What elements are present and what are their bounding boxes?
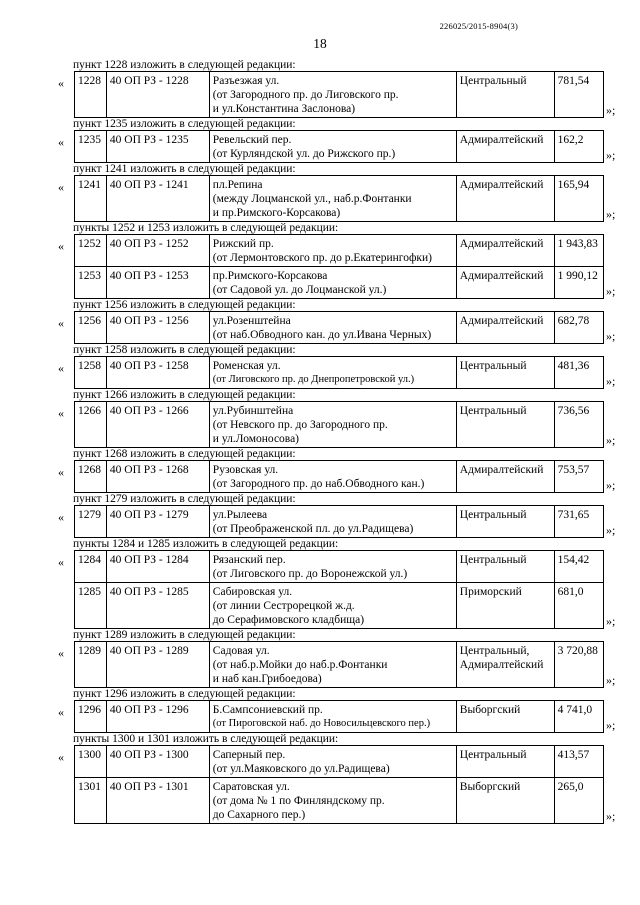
road-code: 40 ОП РЗ - 1284: [106, 551, 209, 583]
road-extent-line: (от Загородного пр. до Лиговского пр.: [212, 89, 399, 101]
amendment-table-block: [0, 234, 640, 299]
row-number: 1279: [75, 506, 107, 538]
road-extent-line: (от Садовой ул. до Лоцманской ул.): [212, 284, 387, 296]
opening-quote: «: [58, 406, 64, 420]
amendment-instruction: пункт 1289 изложить в следующей редакции:: [73, 629, 296, 641]
district-cell: [456, 778, 554, 824]
road-length: 731,65: [554, 506, 603, 538]
road-length: 753,57: [554, 461, 603, 493]
opening-quote: «: [58, 705, 64, 719]
road-length: 682,78: [554, 312, 603, 344]
amendment-instruction: пункт 1228 изложить в следующей редакции:: [73, 59, 296, 71]
amendment-table-block: [0, 356, 640, 389]
road-code: 40 ОП РЗ - 1258: [106, 357, 209, 389]
road-extent-line: (от Лиговского пр. до Днепропетровской ул.): [212, 374, 415, 385]
road-code: 40 ОП РЗ - 1253: [106, 267, 209, 299]
amendment-instruction: пункты 1284 и 1285 изложить в следующей редакции:: [73, 538, 339, 550]
road-extent-line: (от Невского пр. до Загородного пр.: [212, 419, 388, 431]
amendment-instruction: пункт 1266 изложить в следующей редакции:: [73, 389, 296, 401]
road-name: Саперный пер.: [212, 749, 286, 761]
road-name: Рязанский пер.: [212, 554, 286, 566]
road-row: [75, 402, 604, 448]
closing-quote: »;: [606, 614, 616, 628]
district-name: Адмиралтейский: [459, 464, 544, 476]
road-length: 165,94: [554, 176, 603, 222]
amendment-table-block: [0, 745, 640, 824]
road-length: 736,56: [554, 402, 603, 448]
opening-quote: «: [58, 510, 64, 524]
amendments-list: [0, 59, 640, 824]
amendment-table-block: [0, 175, 640, 222]
district-cell: [456, 267, 554, 299]
road-name: Разъезжая ул.: [212, 75, 280, 87]
road-length: 162,2: [554, 131, 603, 163]
district-cell: [456, 642, 554, 688]
row-number: 1253: [75, 267, 107, 299]
district-cell: [456, 402, 554, 448]
district-cell: [456, 235, 554, 267]
road-code: 40 ОП РЗ - 1289: [106, 642, 209, 688]
road-name-cell: [209, 402, 456, 448]
amendment-instruction: пункт 1279 изложить в следующей редакции:: [73, 493, 296, 505]
closing-quote: »;: [606, 478, 616, 492]
district-name: Центральный: [459, 360, 527, 372]
amendment-table-block: [0, 71, 640, 118]
road-row: [75, 357, 604, 389]
road-name: Рузовская ул.: [212, 464, 279, 476]
closing-quote: »;: [606, 809, 616, 823]
road-name-cell: [209, 551, 456, 583]
district-cell: [456, 357, 554, 389]
opening-quote: «: [58, 239, 64, 253]
amendment-table-block: [0, 505, 640, 538]
road-name-cell: [209, 176, 456, 222]
district-name: Адмиралтейский: [459, 315, 544, 327]
road-length: 681,0: [554, 583, 603, 629]
road-name-cell: [209, 461, 456, 493]
road-length: 265,0: [554, 778, 603, 824]
amendment-table-block: [0, 700, 640, 733]
road-row: [75, 176, 604, 222]
row-number: 1289: [75, 642, 107, 688]
amendment-instruction: пункты 1252 и 1253 изложить в следующей редакции:: [73, 222, 339, 234]
road-extent-line: (от дома № 1 по Финляндскому пр.: [212, 795, 385, 807]
road-length: 781,54: [554, 72, 603, 118]
amendment-table-block: [0, 401, 640, 448]
row-number: 1301: [75, 778, 107, 824]
row-number: 1268: [75, 461, 107, 493]
document-number: 226025/2015-8904(3): [439, 21, 518, 31]
road-row: [75, 267, 604, 299]
amendment-instruction: пункты 1300 и 1301 изложить в следующей редакции:: [73, 733, 339, 745]
road-extent-line: и ул.Константина Заслонова): [212, 103, 356, 115]
district-name: Центральный,: [459, 645, 530, 657]
row-number: 1228: [75, 72, 107, 118]
road-extent-line: (от наб.Обводного кан. до ул.Ивана Черных): [212, 329, 432, 341]
road-code: 40 ОП РЗ - 1285: [106, 583, 209, 629]
amendment-table: [74, 356, 604, 389]
road-length: 481,36: [554, 357, 603, 389]
opening-quote: «: [58, 361, 64, 375]
amendment-instruction: пункт 1241 изложить в следующей редакции:: [73, 163, 296, 175]
road-extent-line: (от наб.р.Мойки до наб.р.Фонтанки: [212, 659, 388, 671]
opening-quote: «: [58, 465, 64, 479]
road-length: 1 943,83: [554, 235, 603, 267]
road-length: 4 741,0: [554, 701, 603, 733]
road-row: [75, 778, 604, 824]
opening-quote: «: [58, 555, 64, 569]
road-name: Садовая ул.: [212, 645, 270, 657]
amendment-instruction: пункт 1268 изложить в следующей редакции:: [73, 448, 296, 460]
road-row: [75, 746, 604, 778]
road-name-cell: [209, 746, 456, 778]
road-length: 154,42: [554, 551, 603, 583]
road-code: 40 ОП РЗ - 1252: [106, 235, 209, 267]
road-name: Роменская ул.: [212, 360, 281, 372]
opening-quote: «: [58, 180, 64, 194]
road-extent-line: до Серафимовского кладбища): [212, 614, 365, 626]
district-name: Центральный: [459, 509, 527, 521]
amendment-table: [74, 505, 604, 538]
district-cell: [456, 746, 554, 778]
road-code: 40 ОП РЗ - 1279: [106, 506, 209, 538]
district-cell: [456, 312, 554, 344]
road-code: 40 ОП РЗ - 1235: [106, 131, 209, 163]
road-name-cell: [209, 267, 456, 299]
road-name-cell: [209, 506, 456, 538]
district-cell: [456, 551, 554, 583]
road-code: 40 ОП РЗ - 1296: [106, 701, 209, 733]
row-number: 1252: [75, 235, 107, 267]
road-name: Рижский пр.: [212, 238, 274, 250]
road-name-cell: [209, 357, 456, 389]
district-name: Выборгский: [459, 781, 521, 793]
road-name: ул.Рылеева: [212, 509, 268, 521]
road-name: Сабировская ул.: [212, 586, 293, 598]
road-row: [75, 131, 604, 163]
district-name: Адмиралтейский: [459, 238, 544, 250]
page-number: 18: [313, 36, 327, 51]
road-name-cell: [209, 701, 456, 733]
amendment-table-block: [0, 130, 640, 163]
road-code: 40 ОП РЗ - 1268: [106, 461, 209, 493]
district-cell: [456, 72, 554, 118]
district-cell: [456, 131, 554, 163]
district-name: Приморский: [459, 586, 522, 598]
road-row: [75, 72, 604, 118]
row-number: 1284: [75, 551, 107, 583]
amendment-table-block: [0, 311, 640, 344]
amendment-table: [74, 745, 604, 824]
district-name: Адмиралтейский: [459, 134, 544, 146]
road-extent-line: (от Лиговского пр. до Воронежской ул.): [212, 568, 408, 580]
road-row: [75, 583, 604, 629]
opening-quote: «: [58, 646, 64, 660]
road-name-cell: [209, 642, 456, 688]
closing-quote: »;: [606, 718, 616, 732]
district-name: Выборгский: [459, 704, 521, 716]
amendment-table: [74, 175, 604, 222]
road-name: Ревельский пер.: [212, 134, 292, 146]
road-extent-line: (от Загородного пр. до наб.Обводного кан.): [212, 478, 425, 490]
district-name: Адмиралтейский: [459, 179, 544, 191]
amendment-table: [74, 401, 604, 448]
road-name: пл.Репина: [212, 179, 263, 191]
amendment-instruction: пункт 1235 изложить в следующей редакции:: [73, 118, 296, 130]
road-row: [75, 461, 604, 493]
amendment-instruction: пункт 1258 изложить в следующей редакции:: [73, 344, 296, 356]
road-extent-line: (от Преображенской пл. до ул.Радищева): [212, 523, 414, 535]
closing-quote: »;: [606, 374, 616, 388]
closing-quote: »;: [606, 329, 616, 343]
closing-quote: »;: [606, 433, 616, 447]
road-row: [75, 506, 604, 538]
road-code: 40 ОП РЗ - 1300: [106, 746, 209, 778]
road-code: 40 ОП РЗ - 1228: [106, 72, 209, 118]
district-name: Адмиралтейский: [459, 659, 544, 671]
road-extent-line: (от линии Сестрорецкой ж.д.: [212, 600, 355, 612]
closing-quote: »;: [606, 103, 616, 117]
amendment-table: [74, 641, 604, 688]
road-extent-line: (от ул.Маяковского до ул.Радищева): [212, 763, 390, 775]
road-extent-line: (между Лоцманской ул., наб.р.Фонтанки: [212, 193, 412, 205]
amendment-table: [74, 130, 604, 163]
amendment-table: [74, 311, 604, 344]
road-row: [75, 642, 604, 688]
opening-quote: «: [58, 76, 64, 90]
road-name: Б.Сампсониевский пр.: [212, 704, 323, 716]
road-name: ул.Розенштейна: [212, 315, 291, 327]
opening-quote: «: [58, 750, 64, 764]
row-number: 1258: [75, 357, 107, 389]
amendment-table: [74, 550, 604, 629]
district-cell: [456, 583, 554, 629]
closing-quote: »;: [606, 148, 616, 162]
road-name: Саратовская ул.: [212, 781, 290, 793]
closing-quote: »;: [606, 673, 616, 687]
amendment-table: [74, 700, 604, 733]
road-name-cell: [209, 312, 456, 344]
road-name-cell: [209, 583, 456, 629]
row-number: 1235: [75, 131, 107, 163]
road-extent-line: (от Курляндской ул. до Рижского пр.): [212, 148, 396, 160]
road-extent-line: (от Пироговской наб. до Новосильцевского пер.): [212, 718, 431, 729]
district-name: Адмиралтейский: [459, 270, 544, 282]
road-name: ул.Рубинштейна: [212, 405, 294, 417]
road-code: 40 ОП РЗ - 1256: [106, 312, 209, 344]
road-length: 1 990,12: [554, 267, 603, 299]
row-number: 1266: [75, 402, 107, 448]
road-length: 413,57: [554, 746, 603, 778]
district-cell: [456, 506, 554, 538]
amendment-table: [74, 71, 604, 118]
district-name: Центральный: [459, 75, 527, 87]
district-name: Центральный: [459, 554, 527, 566]
road-code: 40 ОП РЗ - 1301: [106, 778, 209, 824]
closing-quote: »;: [606, 284, 616, 298]
row-number: 1285: [75, 583, 107, 629]
closing-quote: »;: [606, 207, 616, 221]
road-extent-line: (от Лермонтовского пр. до р.Екатерингофки): [212, 252, 432, 264]
road-name-cell: [209, 72, 456, 118]
road-extent-line: и ул.Ломоносова): [212, 433, 300, 445]
road-code: 40 ОП РЗ - 1266: [106, 402, 209, 448]
road-name-cell: [209, 235, 456, 267]
road-extent-line: до Сахарного пер.): [212, 809, 306, 821]
road-length: 3 720,88: [554, 642, 603, 688]
opening-quote: «: [58, 316, 64, 330]
road-code: 40 ОП РЗ - 1241: [106, 176, 209, 222]
amendment-table-block: [0, 641, 640, 688]
district-name: Центральный: [459, 749, 527, 761]
amendment-table-block: [0, 460, 640, 493]
road-row: [75, 551, 604, 583]
amendment-instruction: пункт 1256 изложить в следующей редакции:: [73, 299, 296, 311]
amendment-table-block: [0, 550, 640, 629]
road-name-cell: [209, 131, 456, 163]
district-name: Центральный: [459, 405, 527, 417]
row-number: 1241: [75, 176, 107, 222]
road-name: пр.Римского-Корсакова: [212, 270, 328, 282]
district-cell: [456, 176, 554, 222]
row-number: 1296: [75, 701, 107, 733]
opening-quote: «: [58, 135, 64, 149]
district-cell: [456, 461, 554, 493]
closing-quote: »;: [606, 523, 616, 537]
district-cell: [456, 701, 554, 733]
road-extent-line: и пр.Римского-Корсакова): [212, 207, 341, 219]
amendment-instruction: пункт 1296 изложить в следующей редакции:: [73, 688, 296, 700]
row-number: 1300: [75, 746, 107, 778]
amendment-table: [74, 234, 604, 299]
road-row: [75, 312, 604, 344]
road-row: [75, 235, 604, 267]
road-name-cell: [209, 778, 456, 824]
road-extent-line: и наб кан.Грибоедова): [212, 673, 322, 685]
row-number: 1256: [75, 312, 107, 344]
amendment-table: [74, 460, 604, 493]
road-row: [75, 701, 604, 733]
